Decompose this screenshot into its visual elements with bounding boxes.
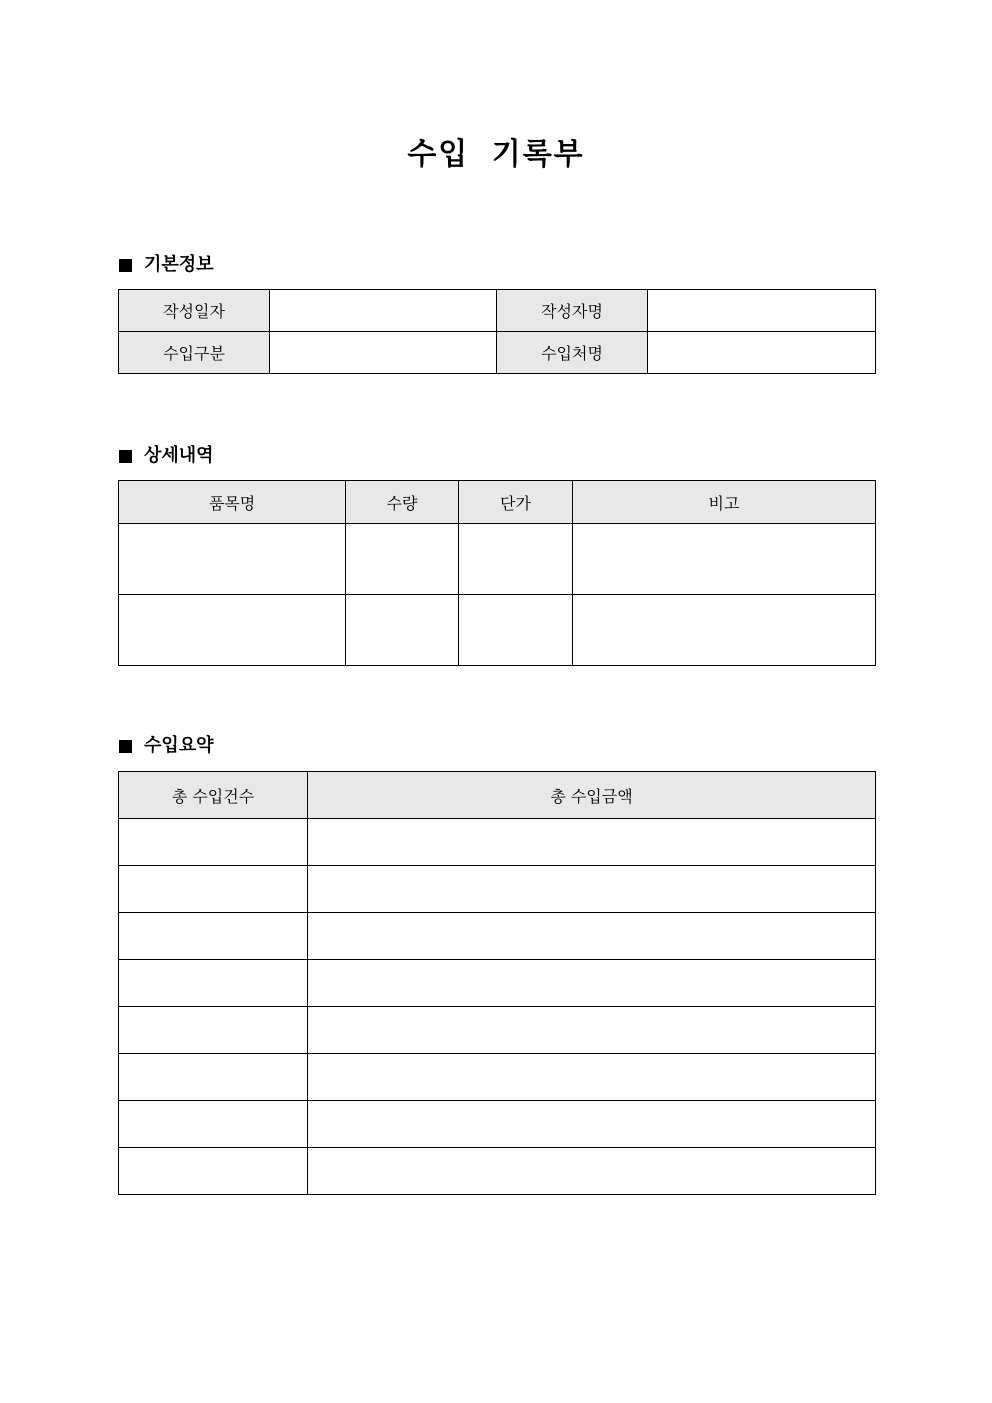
table-row xyxy=(119,595,876,666)
unit-price-cell[interactable] xyxy=(459,524,573,595)
total-count-cell[interactable] xyxy=(119,1101,308,1148)
field-label: 수입구분 xyxy=(119,332,270,374)
total-amount-cell[interactable] xyxy=(308,1054,876,1101)
section-heading-summary xyxy=(119,734,214,758)
column-header-quantity: 수량 xyxy=(346,481,459,524)
quantity-cell[interactable] xyxy=(346,524,459,595)
total-amount-cell[interactable] xyxy=(308,960,876,1007)
table-row xyxy=(119,1007,876,1054)
document-title: 수입 기록부 xyxy=(407,137,585,172)
date-field[interactable] xyxy=(270,290,497,332)
total-count-cell[interactable] xyxy=(119,866,308,913)
quantity-cell[interactable] xyxy=(346,595,459,666)
total-count-cell[interactable] xyxy=(119,1007,308,1054)
square-bullet-icon xyxy=(119,259,132,272)
table-row xyxy=(119,960,876,1007)
table-row xyxy=(119,1148,876,1195)
unit-price-cell[interactable] xyxy=(459,595,573,666)
section-heading-label: 기본정보 xyxy=(144,254,214,275)
square-bullet-icon xyxy=(119,740,132,753)
total-amount-cell[interactable] xyxy=(308,1007,876,1054)
total-amount-cell[interactable] xyxy=(308,819,876,866)
total-amount-cell[interactable] xyxy=(308,1101,876,1148)
column-header-total-count: 총 수입건수 xyxy=(119,772,308,819)
table-row xyxy=(119,524,876,595)
total-count-cell[interactable] xyxy=(119,913,308,960)
table-row xyxy=(119,290,876,332)
table-row xyxy=(119,1101,876,1148)
item-name-cell[interactable] xyxy=(119,524,346,595)
summary-table xyxy=(118,771,876,1195)
item-name-cell[interactable] xyxy=(119,595,346,666)
section-heading-label: 상세내역 xyxy=(144,445,214,466)
table-header-row xyxy=(119,481,876,524)
column-header-item-name: 품목명 xyxy=(119,481,346,524)
total-count-cell[interactable] xyxy=(119,1054,308,1101)
column-header-remarks: 비고 xyxy=(573,481,876,524)
section-heading-basic-info xyxy=(119,253,214,277)
section-heading-label: 수입요약 xyxy=(144,735,214,756)
square-bullet-icon xyxy=(119,450,132,463)
details-table xyxy=(118,480,876,666)
field-label: 작성자명 xyxy=(497,290,648,332)
total-amount-cell[interactable] xyxy=(308,866,876,913)
table-row xyxy=(119,819,876,866)
importer-name-field[interactable] xyxy=(648,332,876,374)
field-label: 작성일자 xyxy=(119,290,270,332)
field-label: 수입처명 xyxy=(497,332,648,374)
table-header-row xyxy=(119,772,876,819)
author-name-field[interactable] xyxy=(648,290,876,332)
section-heading-details xyxy=(119,444,214,468)
total-count-cell[interactable] xyxy=(119,819,308,866)
total-amount-cell[interactable] xyxy=(308,913,876,960)
table-row xyxy=(119,866,876,913)
remarks-cell[interactable] xyxy=(573,595,876,666)
column-header-total-amount: 총 수입금액 xyxy=(308,772,876,819)
total-count-cell[interactable] xyxy=(119,1148,308,1195)
table-row xyxy=(119,913,876,960)
basic-info-table xyxy=(118,289,876,374)
column-header-unit-price: 단가 xyxy=(459,481,573,524)
table-row xyxy=(119,1054,876,1101)
total-count-cell[interactable] xyxy=(119,960,308,1007)
total-amount-cell[interactable] xyxy=(308,1148,876,1195)
remarks-cell[interactable] xyxy=(573,524,876,595)
table-row xyxy=(119,332,876,374)
import-type-field[interactable] xyxy=(270,332,497,374)
